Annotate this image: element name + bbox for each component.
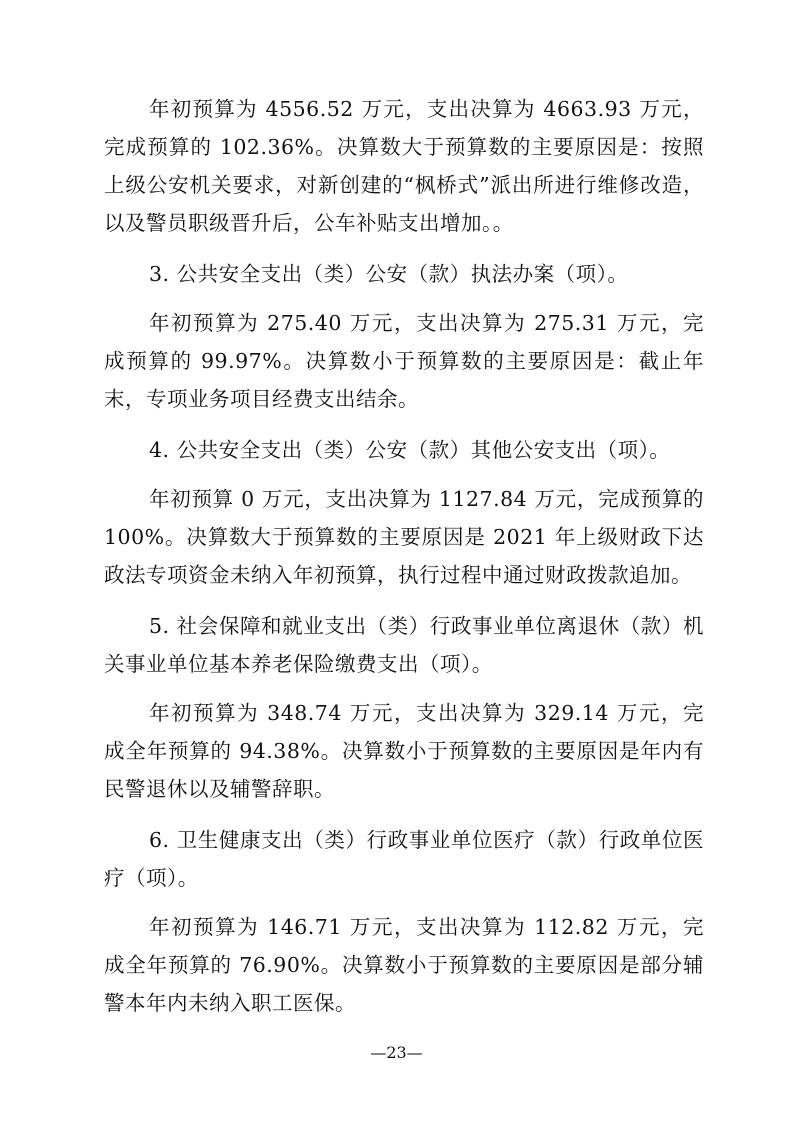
heading-law-enforcement: 3. 公共安全支出（类）公安（款）执法办案（项）。 — [149, 262, 629, 286]
heading-medical: 6. 卫生健康支出（类）行政事业单位医疗（款）行政单位医疗（项）。 — [104, 828, 704, 890]
paragraph-law-enforcement: 年初预算为 275.40 万元，支出决算为 275.31 万元，完成预算的 99.97%。决算数小于预算数的主要原因是：截止年末，专项业务项目经费支出结余。 — [104, 311, 704, 411]
document-page — [104, 90, 704, 1035]
heading-pension-insurance: 5. 社会保障和就业支出（类）行政事业单位离退休（款）机关事业单位基本养老保险缴费支出（项）。 — [104, 614, 704, 676]
page-number: —23— — [370, 1043, 423, 1062]
paragraph-budget-summary: 年初预算为 4556.52 万元，支出决算为 4663.93 万元，完成预算的 102.36%。决算数大于预算数的主要原因是：按照上级公安机关要求，对新创建的“枫桥式”派出所进行维修改造，以及警员职级晋升后，公车补贴支出增加。。 — [104, 97, 704, 235]
paragraph-medical: 年初预算为 146.71 万元，支出决算为 112.82 万元，完成全年预算的 76.90%。决算数小于预算数的主要原因是部分辅警本年内未纳入职工医保。 — [104, 915, 704, 1015]
paragraph-pension-insurance: 年初预算为 348.74 万元，支出决算为 329.14 万元，完成全年预算的 94.38%。决算数小于预算数的主要原因是年内有民警退休以及辅警辞职。 — [104, 701, 704, 801]
heading-other-public-security: 4. 公共安全支出（类）公安（款）其他公安支出（项）。 — [149, 438, 671, 462]
paragraph-other-public-security: 年初预算 0 万元，支出决算为 1127.84 万元，完成预算的100%。决算数大于预算数的主要原因是 2021 年上级财政下达政法专项资金未纳入年初预算，执行过程中通过财政拨款追加。 — [104, 487, 704, 587]
